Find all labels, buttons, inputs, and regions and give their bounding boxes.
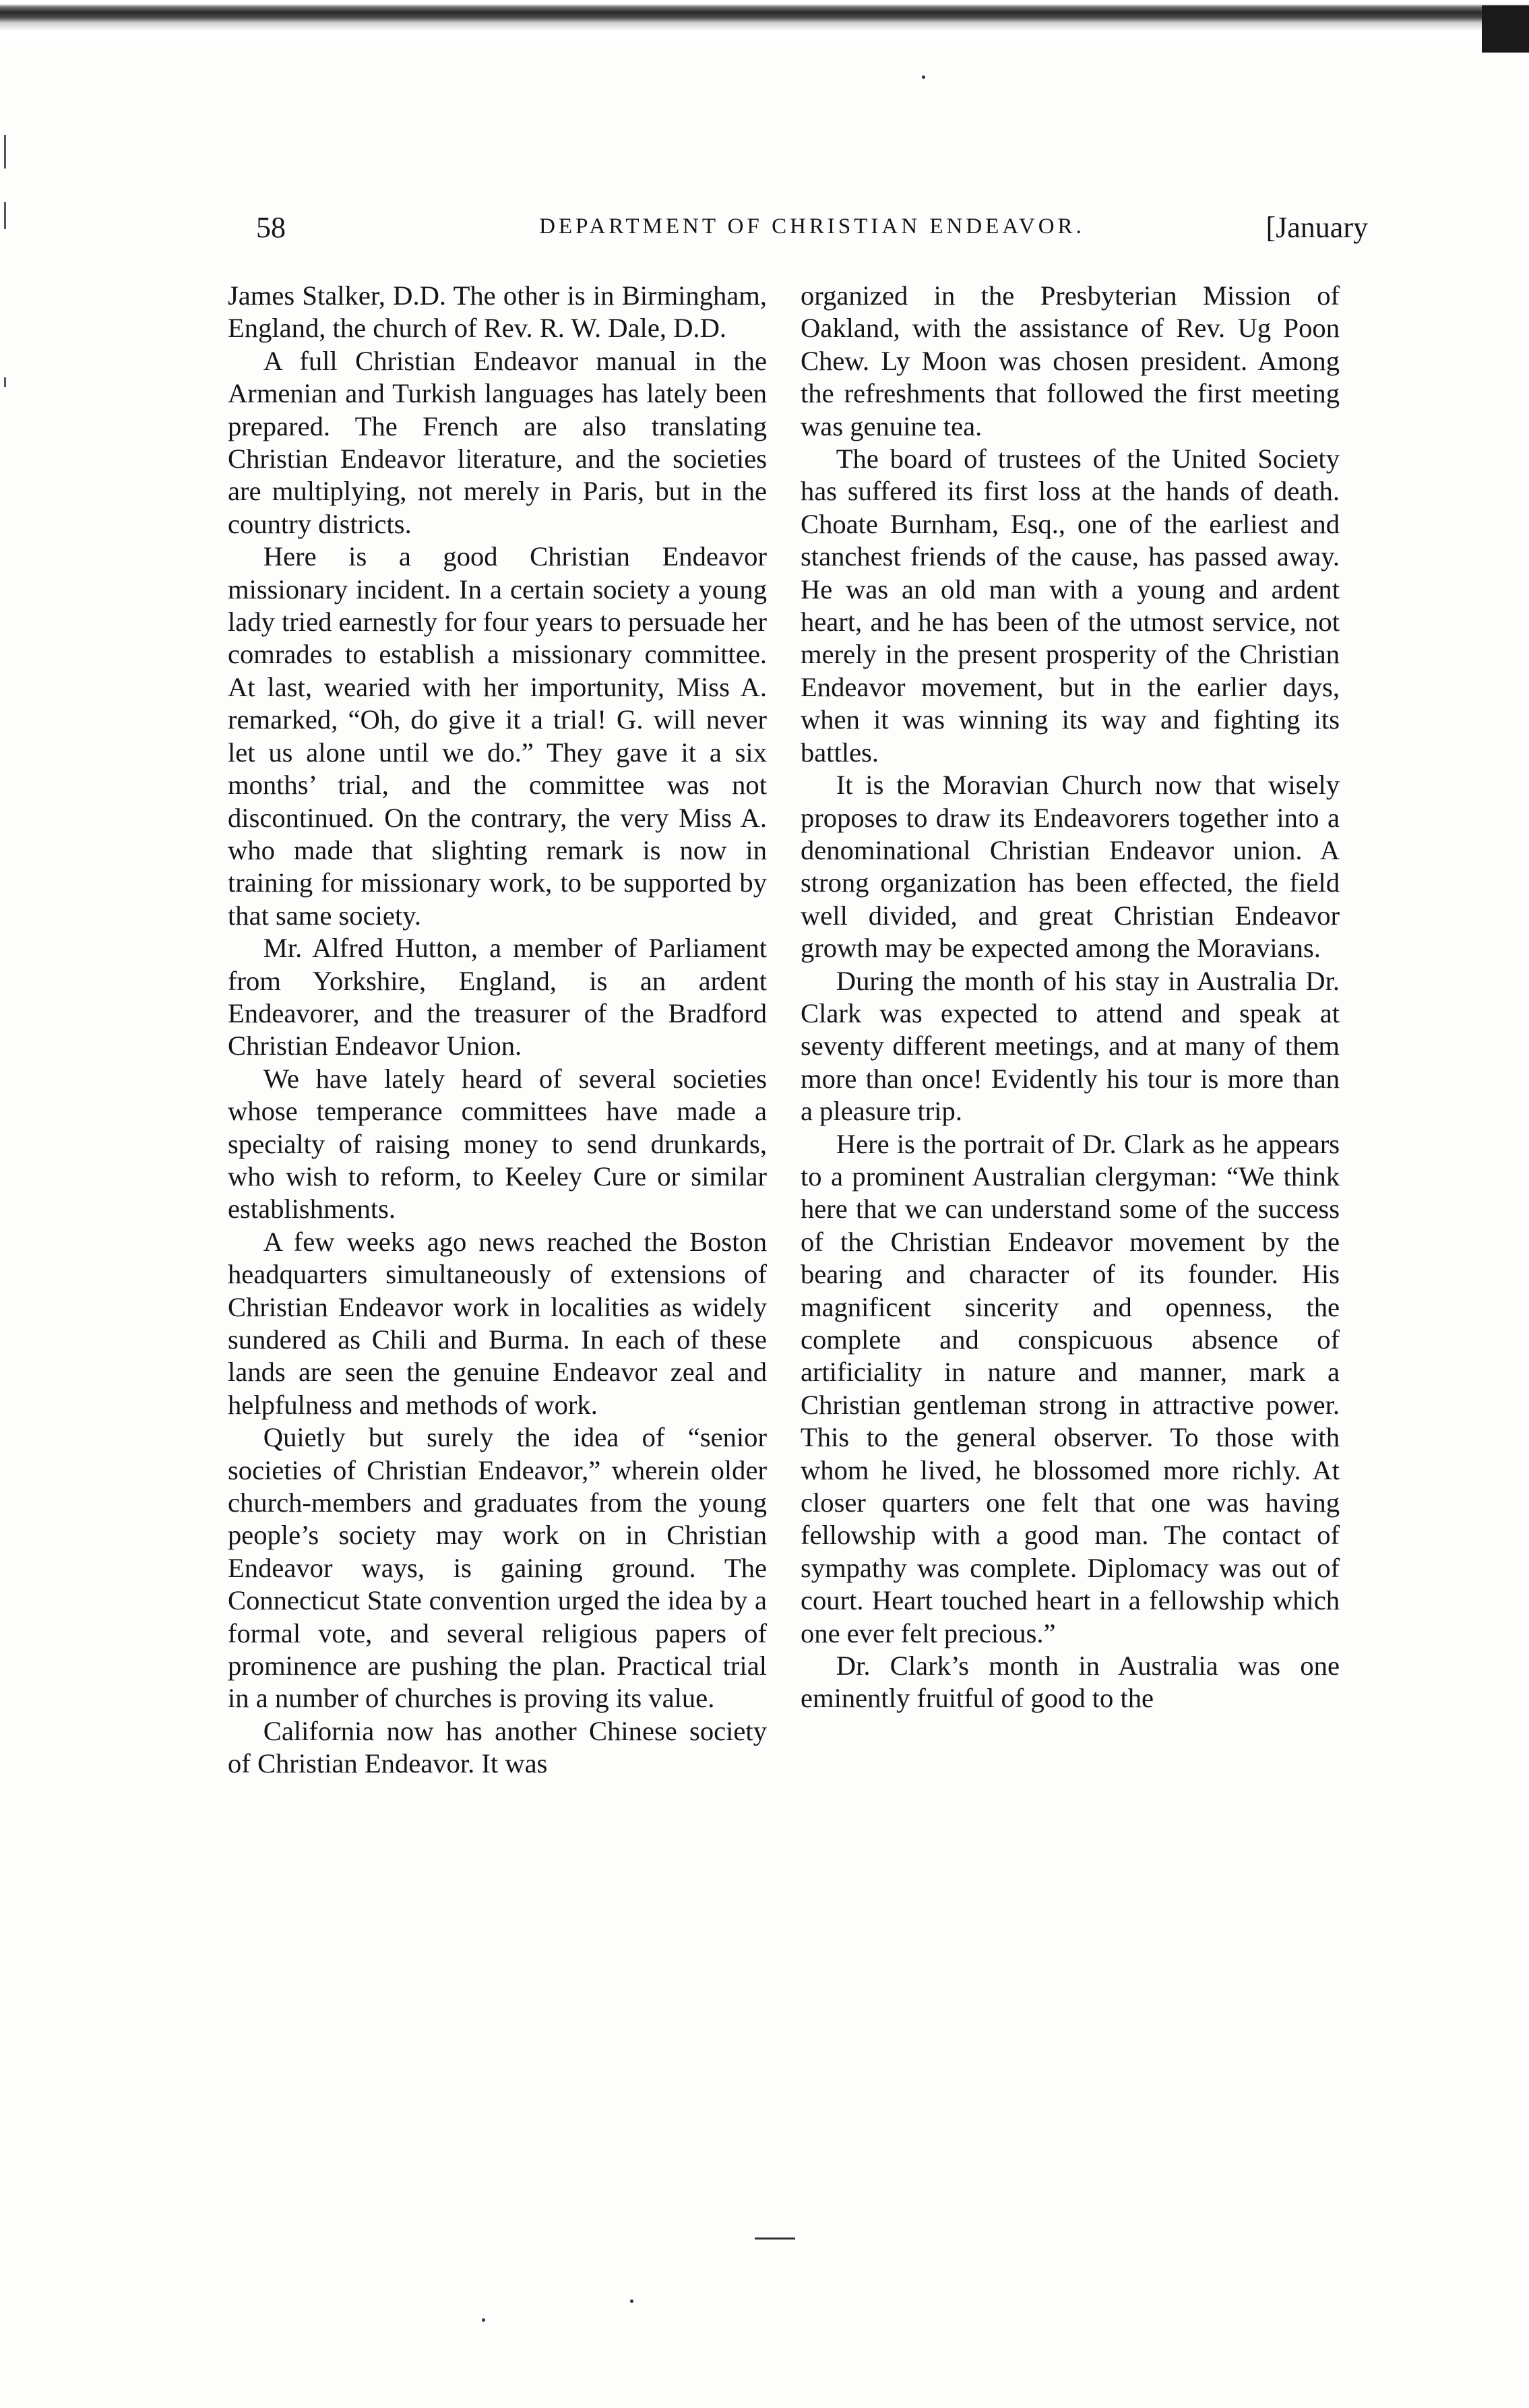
paragraph: The board of trustees of the United Society has suffered its first loss at the hands of death. Choate Burnham, Esq., one of the earliest and stanchest friends of the cause, has passed away. He was an old man with a young and ardent heart, and he has been of the utmost service, not merely in the present prosperity of the Christian Endeavor movement, but in the earlier days, when it was winning its way and fighting its battles. <box>801 443 1340 768</box>
scan-top-edge <box>0 0 1529 42</box>
speck-mark <box>630 2299 633 2303</box>
paragraph: It is the Moravian Church now that wisely proposes to draw its Endeavorers together into a denominational Christian Endeavor union. A strong organization has been effected, the field well divided, and great Christian Endeavor growth may be expected among the Moravians. <box>801 770 1340 964</box>
paragraph: California now has another Chinese society of Christian Endeavor. It was <box>228 1715 767 1779</box>
speck-mark <box>922 75 925 79</box>
paragraph: Quietly but surely the idea of “senior societies of Christian Endeavor,” wherein older church-members and graduates from the young people’s society may work on in Christian Endeavor ways, is gaining ground. The Connecticut State convention urged the idea by a formal vote, and several religious papers of prominence are pushing the plan. Practical trial in a number of churches is proving its value. <box>228 1422 767 1714</box>
right-column <box>801 280 1340 1715</box>
left-column <box>228 280 767 1781</box>
scan-corner-shadow <box>1482 5 1529 53</box>
speck-mark <box>482 2318 485 2322</box>
paragraph: A full Christian Endeavor manual in the Armenian and Turkish languages has lately been prepared. The French are also translating Christian Endeavor literature, and the societies are multiplying, not merely in Paris, but in the country districts. <box>228 345 767 539</box>
paragraph: Mr. Alfred Hutton, a member of Parliament from Yorkshire, England, is an ardent Endeavorer, and the treasurer of the Bradford Christian Endeavor Union. <box>228 933 767 1061</box>
paragraph: During the month of his stay in Australia Dr. Clark was expected to attend and speak at seventy different meetings, and at many of them more than once! Evidently his tour is more than a pleasure trip. <box>801 965 1340 1127</box>
paragraph: A few weeks ago news reached the Boston headquarters simultaneously of extensions of Christian Endeavor work in localities as widely sundered as Chili and Burma. In each of these lands are seen the genuine Endeavor zeal and helpfulness and methods of work. <box>228 1226 767 1420</box>
header-title: DEPARTMENT OF CHRISTIAN ENDEAVOR. <box>539 214 1085 239</box>
page-number: 58 <box>256 211 286 244</box>
paragraph: organized in the Presbyterian Mission of Oakland, with the assistance of Rev. Ug Poon Chew. Ly Moon was chosen president. Among the refreshments that followed the first meeting was genuine tea. <box>801 280 1340 441</box>
header-month: [January <box>1266 211 1368 244</box>
print-dash-mark <box>755 2237 795 2240</box>
paragraph: We have lately heard of several societies whose temperance committees have made a specialty of raising money to send drunkards, who wish to reform, to Keeley Cure or similar establishments. <box>228 1063 767 1225</box>
running-header <box>256 210 1368 251</box>
margin-tick <box>4 202 6 229</box>
paragraph: James Stalker, D.D. The other is in Birmingham, England, the church of Rev. R. W. Dale, D.D. <box>228 280 767 344</box>
margin-tick <box>4 377 6 387</box>
paragraph: Here is the portrait of Dr. Clark as he appears to a prominent Australian clergyman: “We think here that we can understand some of the success of the Christian Endeavor movement by the bearing and character of its founder. His magnificent sincerity and openness, the complete and conspicuous absence of artificiality in nature and manner, mark a Christian gentleman strong in attractive power. This to the general observer. To those with whom he lived, he blossomed more richly. At closer quarters one felt that one was having fellowship with a good man. The contact of sympathy was complete. Diplomacy was out of court. Heart touched heart in a fellowship which one ever felt precious.” <box>801 1128 1340 1648</box>
paragraph: Here is a good Christian Endeavor missionary incident. In a certain society a young lady tried earnestly for four years to persuade her comrades to establish a missionary committee. At last, wearied with her importunity, Miss A. remarked, “Oh, do give it a trial! G. will never let us alone until we do.” They gave it a six months’ trial, and the committee was not discontinued. On the contrary, the very Miss A. who made that slighting remark is now in training for missionary work, to be supported by that same society. <box>228 541 767 931</box>
margin-tick <box>4 135 6 168</box>
paragraph: Dr. Clark’s month in Australia was one eminently fruitful of good to the <box>801 1650 1340 1714</box>
